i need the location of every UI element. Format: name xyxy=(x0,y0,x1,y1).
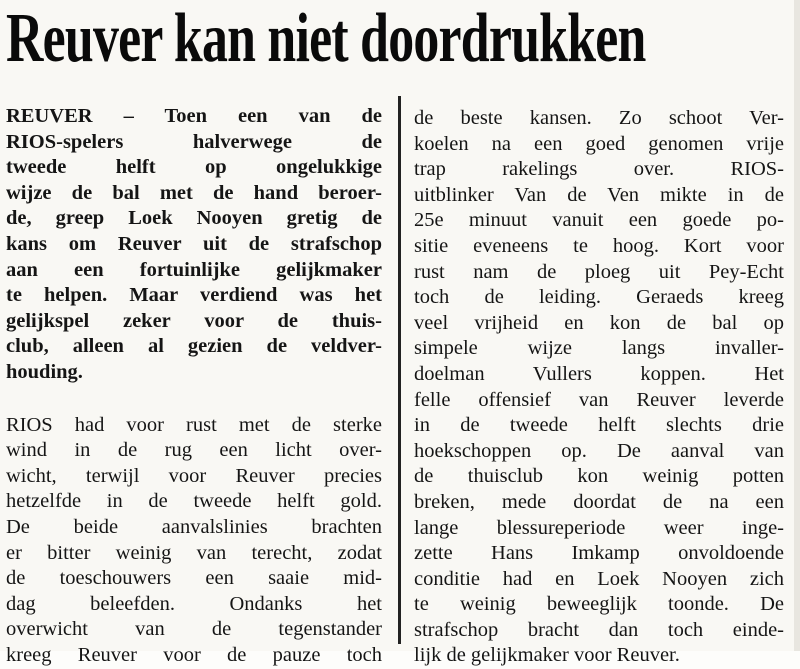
text-line: aan een fortuinlijke gelijkmaker xyxy=(6,258,382,281)
text-line: hetzelfde in de tweede helft gold. xyxy=(6,490,382,513)
text-line: club, alleen al gezien de veldver- xyxy=(6,335,382,358)
text-line: uitblinker Van de Ven mikte in de xyxy=(414,183,784,206)
text-line: breken, mede doordat de na een xyxy=(414,490,784,513)
text-line: veel vrijheid en kon de bal op xyxy=(414,311,784,334)
text-line: 25e minuut vanuit een goede po- xyxy=(414,209,784,232)
text-line: RIOS had voor rust met de sterke xyxy=(6,413,382,436)
text-line: strafschop bracht dan toch einde- xyxy=(414,618,784,641)
text-line: houding. xyxy=(6,360,83,383)
left-column xyxy=(6,104,382,668)
text-line: wijze de bal met de hand beroer- xyxy=(6,181,382,204)
text-line: kans om Reuver uit de strafschop xyxy=(6,232,382,255)
lead-paragraph xyxy=(6,104,382,386)
text-line: zette Hans Imkamp onvoldoende xyxy=(414,542,784,565)
text-line: de beste kansen. Zo schoot Ver- xyxy=(414,107,784,129)
text-line: koelen na een goed genomen vrije xyxy=(414,132,784,155)
paper-edge xyxy=(794,0,800,651)
text-line: sitie eveneens te hoog. Kort voor xyxy=(414,234,784,257)
text-line: te helpen. Maar verdiend was het xyxy=(6,284,382,307)
text-line: de thuisclub kon weinig potten xyxy=(414,465,784,488)
paragraph-gap xyxy=(6,386,382,413)
text-line: de, greep Loek Nooyen gretig de xyxy=(6,207,382,230)
text-line: simpele wijze langs invaller- xyxy=(414,337,784,360)
text-line: tweede helft op ongelukkige xyxy=(6,156,382,179)
text-line: toch de leiding. Geraeds kreeg xyxy=(414,286,784,309)
text-line: REUVER – Toen een van de xyxy=(6,105,382,127)
text-line: overwicht van de tegenstander xyxy=(6,618,382,641)
text-line: gelijkspel zeker voor de thuis- xyxy=(6,309,382,332)
text-line: trap rakelings over. RIOS- xyxy=(414,158,784,181)
text-line: wind in de rug een licht over- xyxy=(6,439,382,462)
text-line: lange blessureperiode weer inge- xyxy=(414,516,784,539)
text-line: felle offensief van Reuver leverde xyxy=(414,388,784,411)
headline: Reuver kan niet doordrukken xyxy=(6,0,646,77)
text-line: doelman Vullers koppen. Het xyxy=(414,362,784,385)
text-line: lijk de gelijkmaker voor Reuver. xyxy=(414,644,680,667)
text-line: wicht, terwijl voor Reuver precies xyxy=(6,464,382,487)
body-paragraph xyxy=(6,413,382,669)
text-line: hoekschoppen op. De aanval van xyxy=(414,439,784,462)
text-line: te weinig beweeglijk toonde. De xyxy=(414,593,784,616)
text-line: RIOS-spelers halverwege de xyxy=(6,130,382,153)
text-line: kreeg Reuver voor de pauze toch xyxy=(6,643,382,666)
text-line: in de tweede helft slechts drie xyxy=(414,414,784,437)
text-line: de toeschouwers een saaie mid- xyxy=(6,567,382,590)
text-line: De beide aanvalslinies brachten xyxy=(6,515,382,538)
text-line: er bitter weinig van terecht, zodat xyxy=(6,541,382,564)
text-line: dag beleefden. Ondanks het xyxy=(6,592,382,615)
column-divider xyxy=(398,96,401,644)
text-line: conditie had en Loek Nooyen zich xyxy=(414,567,784,590)
right-column xyxy=(414,106,784,669)
text-line: rust nam de ploeg uit Pey-Echt xyxy=(414,260,784,283)
